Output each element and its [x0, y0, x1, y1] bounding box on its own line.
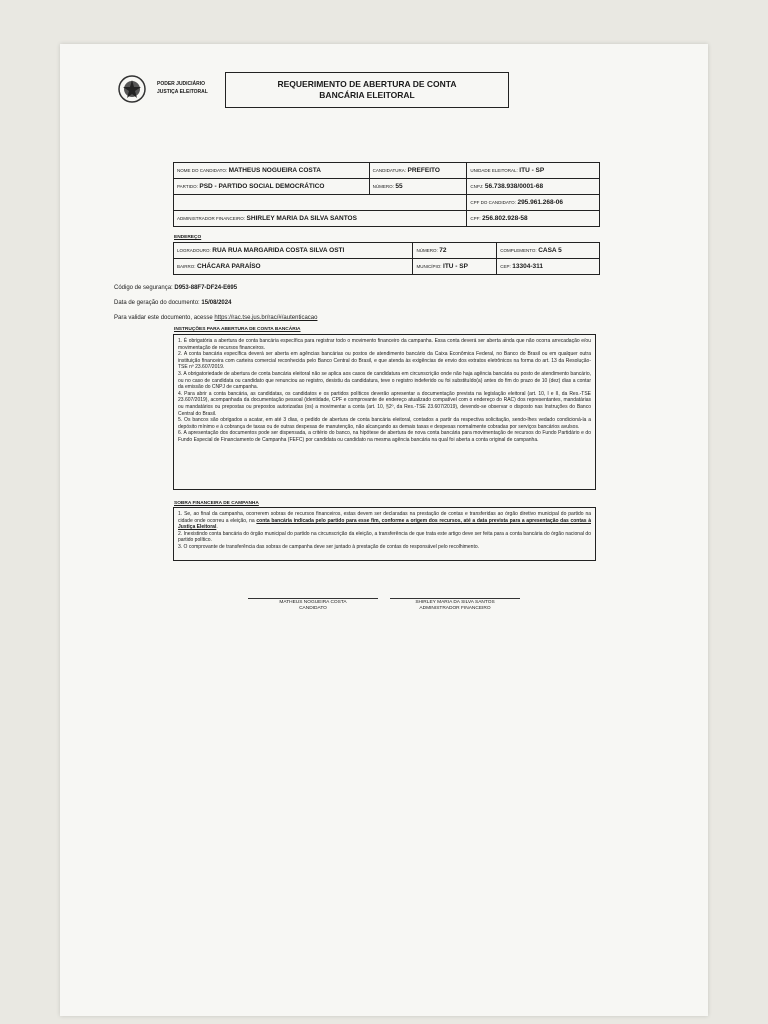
complement-cell	[497, 243, 600, 259]
candidate-cpf: 295.961.268-06	[517, 199, 563, 206]
validation-text: Para validar este documento, acesse	[114, 315, 213, 321]
leftover-item-1-end: .	[216, 524, 218, 531]
generation-date-line	[114, 300, 231, 306]
candidate-name-label: NOME DO CANDIDATO:	[177, 168, 228, 173]
candidate-table	[173, 162, 600, 227]
address-number-label: NÚMERO:	[416, 248, 438, 253]
signature-line	[248, 598, 378, 599]
number-label: NÚMERO:	[372, 184, 394, 189]
candidacy-label: CANDIDATURA:	[372, 168, 406, 173]
admin-signature	[390, 598, 520, 612]
candidate-name: MATHEUS NOGUEIRA COSTA	[228, 167, 321, 174]
instruction-item: 2. A conta bancária específica deverá ser aberta em agências bancárias ou postos de atendimento bancário da Caixa Econômica Federal, no Banco do Brasil ou em qualquer outra instituição financeira com carteira comercial reconhecida pelo Banco Central do Brasil, e que atenda às exigências de envio dos extratos eletrônicos na forma do art. 13 da Resolução-TSE nº 23.607/2019.	[178, 351, 591, 371]
admin-name: SHIRLEY MARIA DA SILVA SANTOS	[246, 215, 357, 222]
cpf-label: CPF DO CANDIDATO:	[470, 200, 516, 205]
city-cell	[413, 259, 497, 275]
candidate-name-cell	[174, 163, 370, 179]
leftover-item-3: 3. O comprovante de transferência das sobras de campanha deve ser juntado à prestação de contas do responsável pelo recolhimento.	[178, 543, 480, 550]
instruction-item: 1. É obrigatória a abertura de conta bancária específica para registrar todo o movimento financeiro da campanha. Essa conta deverá ser aberta ainda que não ocorra arrecadação e/ou movimentação de recursos financeiros.	[178, 338, 591, 351]
electoral-unit-cell	[467, 163, 600, 179]
candidate-number: 55	[395, 183, 403, 190]
document-title	[225, 72, 509, 108]
title-line-1: REQUERIMENTO DE ABERTURA DE CONTA	[277, 79, 457, 89]
leftover-item-2: 2. Inexistindo conta bancária do órgão municipal do partido na circunscrição da eleição, a transferência de que trata este artigo deve ser feita para a conta bancária do órgão nacional do partido político.	[178, 530, 591, 544]
complement-label: COMPLEMENTO:	[500, 248, 537, 253]
district-label: BAIRRO:	[177, 264, 196, 269]
party: PSD - PARTIDO SOCIAL DEMOCRÁTICO	[199, 183, 325, 190]
instructions-title: INSTRUÇÕES PARA ABERTURA DE CONTA BANCÁRIA	[174, 327, 301, 332]
admin-cell	[174, 211, 467, 227]
address-number-cell	[413, 243, 497, 259]
admin-label: ADMINISTRADOR FINANCEIRO:	[177, 216, 246, 221]
candidacy-cell	[369, 163, 467, 179]
admin-cpf: 256.802.928-58	[482, 215, 528, 222]
org-line-2: JUSTIÇA ELEITORAL	[157, 89, 208, 95]
candidate-signature-name: MATHEUS NOGUEIRA COSTA	[279, 600, 347, 605]
admin-cpf-cell	[467, 211, 600, 227]
security-code: D953-88F7-DF24-E695	[174, 285, 238, 291]
cep-cell	[497, 259, 600, 275]
address-number: 72	[439, 247, 447, 254]
city: ITU - SP	[443, 263, 468, 270]
security-code-label: Código de segurança:	[114, 285, 173, 291]
street: RUA RUA MARGARIDA COSTA SILVA OSTI	[212, 247, 345, 254]
complement: CASA 5	[538, 247, 562, 254]
instruction-item: 3. A obrigatoriedade de abertura de conta bancária eleitoral não se aplica aos casos de candidatura em circunscrição onde não haja agência bancária ou posto de atendimento bancário, ou no caso de candidata ou candidato que renunciou ao registro, desistiu da candidatura, teve o registro indeferido ou foi substituído(a) antes do fim do prazo de 10 (dez) dias a contar da emissão do CNPJ de campanha.	[178, 370, 591, 391]
cpf-cell	[467, 195, 600, 211]
street-label: LOGRADOURO:	[177, 248, 211, 253]
generation-date: 15/08/2024	[201, 300, 232, 306]
leftover-item-1-text: 1. Se, ao final da campanha, ocorrerem sobras de recursos financeiros, estas devem ser declaradas na prestação de contas e transferidas ao órgão diretivo municipal do partido na cidade onde ocorreu a eleição, na	[178, 511, 591, 524]
signature-line	[390, 598, 520, 599]
cnpj-cell	[467, 179, 600, 195]
title-line-2: BANCÁRIA ELEITORAL	[319, 90, 415, 100]
candidate-signature-role: CANDIDATO	[299, 606, 327, 611]
admin-signature-name: SHIRLEY MARIA DA SILVA SANTOS	[415, 600, 495, 605]
leftover-item-1	[178, 511, 591, 531]
electoral-unit-label: UNIDADE ELEITORAL:	[470, 168, 518, 173]
candidacy: PREFEITO	[407, 167, 440, 174]
cnpj: 56.738.938/0001-68	[484, 183, 544, 190]
admin-signature-role: ADMINISTRADOR FINANCEIRO	[419, 606, 491, 611]
empty-cell	[174, 195, 467, 211]
cnpj-label: CNPJ:	[470, 184, 484, 189]
security-code-line	[114, 285, 237, 291]
party-cell	[174, 179, 370, 195]
org-name	[157, 80, 208, 96]
instruction-item: 5. Os bancos são obrigados a acatar, em até 3 dias, o pedido de abertura de conta bancária eleitoral, contados a partir da respectiva solicitação, sendo-lhes vedado condicioná-la a depósito mínimo e à cobrança de taxas ou de outras despesas de manutenção, não alcançando as demais taxas e despesas normalmente cobradas por serviços bancários avulsos.	[178, 417, 591, 430]
candidate-signature	[248, 598, 378, 612]
instruction-item: 4. Para abrir a conta bancária, as candidatas, os candidatos e os partidos políticos deverão apresentar a documentação prevista na legislação eleitoral (art. 10, I e II, da Res.-TSE 23.607/2019), acompanhada da documentação pessoal (identidade, CPF e comprovante de endereço atualizado compatível com o endereço do RAC) dos representantes, mandatárias ou mandatários ou prepostas ou prepostos autorizadas (os) a movimentar a conta (art. 10, §2º, da Res.-TSE 23.607/2019), devendo-se observar o disposto nas Instruções do Banco Central do Brasil.	[178, 390, 591, 417]
republic-seal-icon	[117, 74, 147, 104]
city-label: MUNICÍPIO:	[416, 264, 442, 269]
admin-cpf-label: CPF:	[470, 216, 481, 221]
electoral-unit: ITU - SP	[519, 167, 545, 174]
district: CHÁCARA PARAÍSO	[197, 263, 261, 270]
validation-line	[114, 315, 317, 321]
address-table	[173, 242, 600, 275]
party-label: PARTIDO:	[177, 184, 198, 189]
leftover-item-1-emphasis: conta bancária indicada pelo partido para esse fim, conforme a origem dos recursos, até a data prevista para a apresentação das contas à Justiça Eleitoral	[178, 517, 592, 531]
validation-link[interactable]: https://rac.tse.jus.br/rac/#/autenticacao	[214, 315, 318, 321]
instructions-box	[173, 334, 596, 490]
instruction-item: 6. A apresentação dos documentos pode ser dispensada, a critério do banco, na hipótese de abertura de nova conta bancária para movimentação de recursos do Fundo Partidário e do Fundo Especial de Financiamento de Campanha (FEFC) por candidata ou candidato na mesma agência bancária na qual foi aberta a conta original de campanha.	[178, 430, 591, 443]
district-cell	[174, 259, 413, 275]
leftovers-title: SOBRA FINANCEIRA DE CAMPANHA	[174, 501, 259, 506]
leftovers-box	[173, 507, 596, 561]
street-cell	[174, 243, 413, 259]
number-cell	[369, 179, 467, 195]
generation-date-label: Data de geração do documento:	[114, 300, 200, 306]
document-header	[117, 72, 509, 112]
org-line-1: PODER JUDICIÁRIO	[157, 81, 206, 87]
address-section-label: ENDEREÇO	[174, 235, 202, 240]
cep: 13304-311	[512, 263, 544, 270]
cep-label: CEP:	[500, 264, 511, 269]
